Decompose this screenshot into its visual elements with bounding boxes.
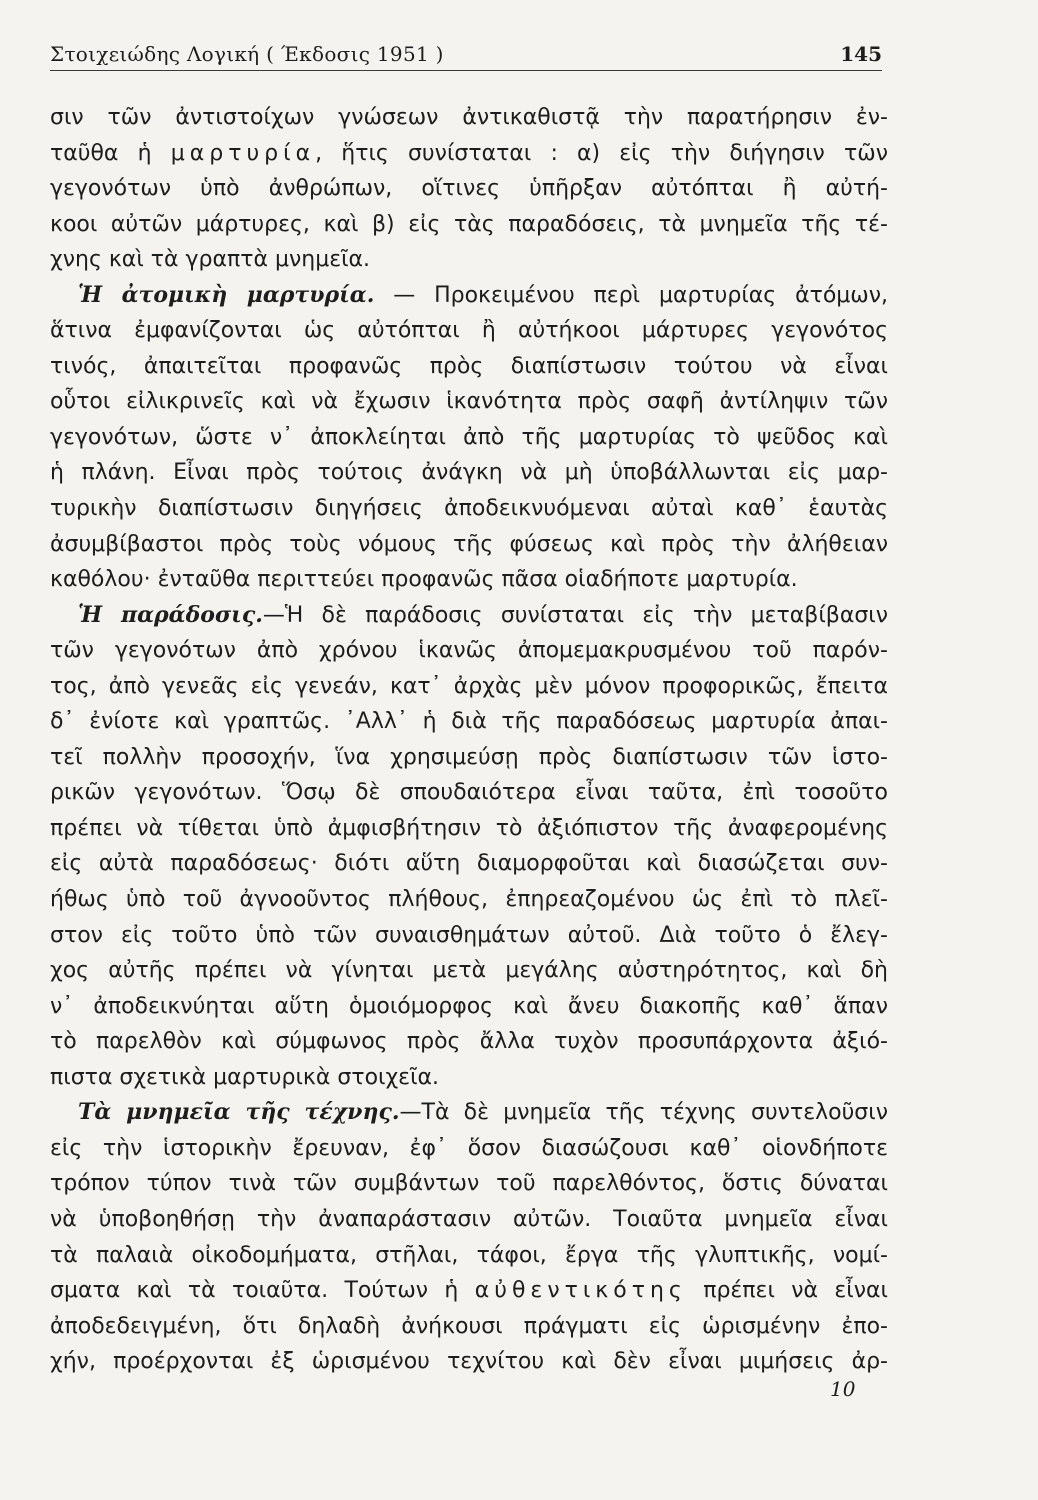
text-line: τῶν γεγονότων ἀπὸ χρόνου ἱκανῶς ἀπομεμακρυσμένου τοῦ παρόν- [50, 638, 888, 664]
text-line: νὰ ὑποβοηθήσῃ τὴν ἀναπαράστασιν αὐτῶν. Τοιαῦτα μνημεῖα εἶναι [50, 1206, 888, 1232]
text-line: καθόλου· ἐνταῦθα περιττεύει προφανῶς πᾶσα οἱαδήποτε μαρτυρία. [50, 567, 798, 593]
signature-mark: 10 [830, 1377, 856, 1401]
text-line: πρέπει νὰ τίθεται ὑπὸ ἀμφισβήτησιν τὸ ἀξιόπιστον τῆς ἀναφερομένης [50, 815, 888, 841]
text-line: ρικῶν γεγονότων. Ὅσῳ δὲ σπουδαιότερα εἶναι ταῦτα, ἐπὶ τοσοῦτο [50, 780, 888, 806]
text-line [50, 136, 888, 172]
section-heading: Ἡ παράδοσις. [78, 601, 263, 628]
text-run: — Προκειμένου περὶ μαρτυρίας ἀτόμων, [374, 282, 888, 308]
text-line [50, 1273, 888, 1309]
text-run: —Τὰ δὲ μνημεῖα τῆς τέχνης συντελοῦσιν [399, 1100, 888, 1126]
text-line: τινός, ἀπαιτεῖται προφανῶς πρὸς διαπίστωσιν τούτου νὰ εἶναι [50, 353, 888, 379]
text-line [50, 598, 888, 634]
text-line: ήθως ὑπὸ τοῦ ἀγνοοῦντος πλήθους, ἐπηρεαζομένου ὡς ἐπὶ τὸ πλεῖ- [50, 887, 888, 913]
text-line: οὗτοι εἰλικρινεῖς καὶ νὰ ἔχωσιν ἱκανότητα πρὸς σαφῆ ἀντίληψιν τῶν [50, 389, 888, 415]
text-line: τὰ παλαιὰ οἰκοδομήματα, στῆλαι, τάφοι, ἔργα τῆς γλυπτικῆς, νομί- [50, 1242, 888, 1268]
running-head [50, 40, 882, 71]
text-line: ἡ πλάνη. Εἶναι πρὸς τούτοις ἀνάγκη νὰ μὴ ὑποβάλλωνται εἰς μαρ- [50, 460, 888, 486]
text-line: τρόπον τύπον τινὰ τῶν συμβάντων τοῦ παρελθόντος, ὅστις δύναται [50, 1171, 888, 1197]
text-line: τεῖ πολλὴν προσοχήν, ἵνα χρησιμεύσῃ πρὸς διαπίστωσιν τῶν ἱστο- [50, 744, 888, 770]
text-run: , ἥτις συνίσταται : α) εἰς τὴν διήγησιν τῶν [315, 140, 888, 166]
text-line: εἰς τὴν ἱστορικὴν ἔρευναν, ἐφ᾽ ὅσον διασώζουσι καθ᾽ οἱονδήποτε [50, 1135, 888, 1161]
text-line: δ᾽ ἐνίοτε καὶ γραπτῶς. ᾽Αλλ᾽ ἡ διὰ τῆς παραδόσεως μαρτυρία ἀπαι- [50, 709, 888, 735]
text-run: σματα καὶ τὰ τοιαῦτα. Τούτων ἡ [50, 1278, 475, 1304]
section-heading: Τὰ μνημεῖα τῆς τέχνης. [78, 1099, 400, 1126]
text-line: τὸ παρελθὸν καὶ σύμφωνος πρὸς ἄλλα τυχὸν προσυπάρχοντα ἀξιό- [50, 1029, 888, 1055]
text-run: ταῦθα ἡ [50, 140, 171, 166]
text-line: σιν τῶν ἀντιστοίχων γνώσεων ἀντικαθιστᾷ τὴν παρατήρησιν ἐν- [50, 105, 888, 130]
text-line: κοοι αὐτῶν μάρτυρες, καὶ β) εἰς τὰς παραδόσεις, τὰ μνημεῖα τῆς τέ- [50, 211, 888, 237]
text-line: τος, ἀπὸ γενεᾶς εἰς γενεάν, κατ᾽ ἀρχὰς μὲν μόνον προφορικῶς, ἔπειτα [50, 673, 888, 699]
section-heading: Ἡ ἀτομικὴ μαρτυρία. [78, 281, 375, 308]
text-run: πρέπει νὰ εἶναι [686, 1278, 888, 1304]
text-body [50, 100, 888, 1380]
text-line: ν᾽ ἀποδεικνύηται αὕτη ὁμοιόμορφος καὶ ἄνευ διακοπῆς καθ᾽ ἅπαν [50, 993, 888, 1019]
text-line: στον εἰς τοῦτο ὑπὸ τῶν συναισθημάτων αὐτοῦ. Διὰ τοῦτο ὁ ἔλεγ- [50, 922, 888, 948]
text-line [50, 1095, 888, 1131]
text-line: τυρικὴν διαπίστωσιν διηγήσεις ἀποδεικνυόμεναι αὐταὶ καθ᾽ ἑαυτὰς [50, 496, 888, 522]
text-run: —Ἡ δὲ παράδοσις συνίσταται εἰς τὴν μεταβίβασιν [262, 602, 888, 628]
text-line: ἀσυμβίβαστοι πρὸς τοὺς νόμους τῆς φύσεως καὶ πρὸς τὴν ἀλήθειαν [50, 531, 888, 557]
text-line: χος αὐτῆς πρέπει νὰ γίνηται μετὰ μεγάλης αὐστηρότητος, καὶ δὴ [50, 958, 888, 984]
text-line: γεγονότων ὑπὸ ἀνθρώπων, οἵτινες ὑπῆρξαν αὐτόπται ἢ αὐτή- [50, 176, 888, 202]
running-title: Στοιχειώδης Λογική ( Έκδοσις 1951 ) [50, 42, 444, 66]
text-line: χήν, προέρχονται ἐξ ὡρισμένου τεχνίτου καὶ δὲν εἶναι μιμήσεις ἀρ- [50, 1349, 888, 1375]
emphasis-spaced: αὐθεντικότης [474, 1278, 687, 1304]
text-line [50, 278, 888, 314]
emphasis-spaced: μαρτυρία [170, 140, 316, 166]
text-line: ἀποδεδειγμένη, ὅτι δηλαδὴ ἀνήκουσι πράγματι εἰς ὡρισμένην ἐπο- [50, 1313, 888, 1339]
text-line: πιστα σχετικὰ μαρτυρικὰ στοιχεῖα. [50, 1064, 440, 1090]
text-line: ἅτινα ἐμφανίζονται ὡς αὐτόπται ἢ αὐτήκοοι μάρτυρες γεγονότος [50, 318, 888, 344]
page-number: 145 [840, 42, 882, 66]
text-line: γεγονότων, ὥστε ν᾽ ἀποκλείηται ἀπὸ τῆς μαρτυρίας τὸ ψεῦδος καὶ [50, 424, 888, 450]
text-line: χνης καὶ τὰ γραπτὰ μνημεῖα. [50, 247, 371, 273]
text-line: εἰς αὐτὰ παραδόσεως· διότι αὕτη διαμορφοῦται καὶ διασώζεται συν- [50, 851, 888, 877]
